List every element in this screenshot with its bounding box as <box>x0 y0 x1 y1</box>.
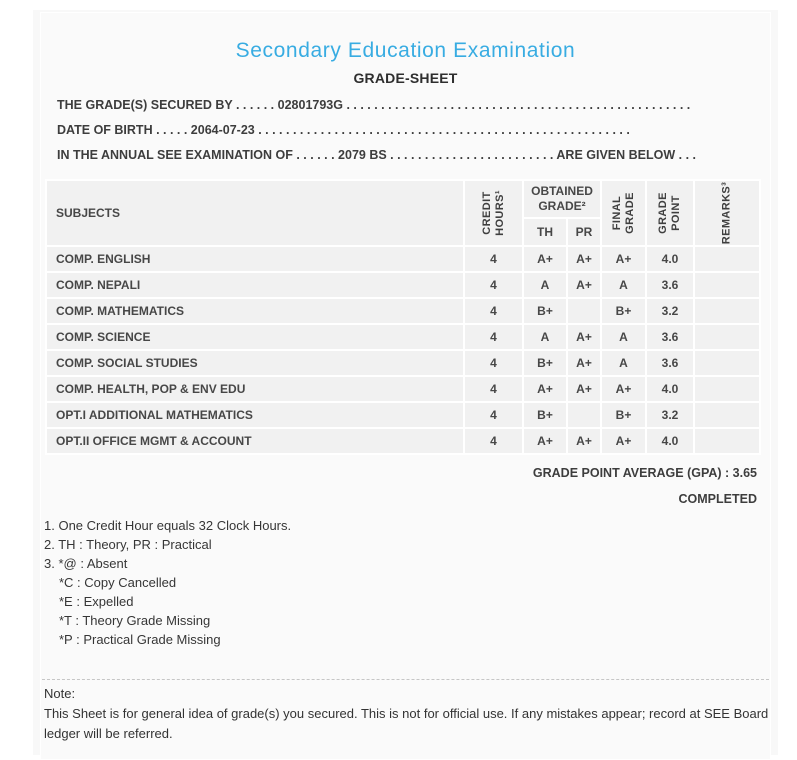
col-header-pr: PR <box>568 219 600 245</box>
credit-hours-cell: 4 <box>465 325 522 349</box>
grade-point-vertical-label: GRADE POINT <box>656 192 682 234</box>
credit-hours-cell: 4 <box>465 299 522 323</box>
table-row <box>47 273 759 297</box>
practical-grade-cell: A+ <box>568 429 600 453</box>
footnote-line: 3. *@ : Absent <box>44 556 128 571</box>
subject-cell: COMP. SCIENCE <box>47 325 463 349</box>
table-row <box>47 403 759 427</box>
credit-hours-cell: 4 <box>465 403 522 427</box>
remarks-vertical-label: REMARKS³ <box>720 181 733 245</box>
footnote-line: *P : Practical Grade Missing <box>59 632 221 647</box>
col-header-subjects: SUBJECTS <box>47 181 463 245</box>
subject-cell: COMP. SOCIAL STUDIES <box>47 351 463 375</box>
note-text-line: ledger will be referred. <box>44 725 173 741</box>
footnote-line: 1. One Credit Hour equals 32 Clock Hours. <box>44 518 292 533</box>
theory-grade-cell: B+ <box>524 299 566 323</box>
credit-hours-cell: 4 <box>465 429 522 453</box>
grade-point-cell: 4.0 <box>647 429 693 453</box>
subject-cell: OPT.I ADDITIONAL MATHEMATICS <box>47 403 463 427</box>
grade-point-cell: 3.6 <box>647 273 693 297</box>
subject-cell: COMP. NEPALI <box>47 273 463 297</box>
grade-table-header <box>47 181 759 245</box>
subject-cell: OPT.II OFFICE MGMT & ACCOUNT <box>47 429 463 453</box>
remarks-cell <box>695 429 759 453</box>
note-label: Note: <box>44 686 76 701</box>
table-row <box>47 325 759 349</box>
col-header-remarks <box>695 181 759 245</box>
final-grade-cell: B+ <box>602 403 645 427</box>
remarks-cell <box>695 273 759 297</box>
practical-grade-cell: A+ <box>568 377 600 401</box>
table-row <box>47 351 759 375</box>
sheet-subtitle: GRADE-SHEET <box>353 70 458 86</box>
table-row <box>47 377 759 401</box>
footnote-line: 2. TH : Theory, PR : Practical <box>44 537 212 552</box>
note-text-line: This Sheet is for general idea of grade(s) you secured. This is not for official use. If any mistakes appear; record at SEE Board <box>44 706 769 721</box>
table-row <box>47 299 759 323</box>
remarks-cell <box>695 299 759 323</box>
grade-point-cell: 3.6 <box>647 351 693 375</box>
subject-cell: COMP. ENGLISH <box>47 247 463 271</box>
final-grade-cell: A+ <box>602 429 645 453</box>
theory-grade-cell: A <box>524 273 566 297</box>
practical-grade-cell: A+ <box>568 351 600 375</box>
gpa-line: GRADE POINT AVERAGE (GPA) : 3.65 <box>532 466 757 480</box>
note-separator <box>42 679 769 680</box>
footnote-line: *E : Expelled <box>59 594 134 609</box>
theory-grade-cell: B+ <box>524 403 566 427</box>
info-line-symbol-number: THE GRADE(S) SECURED BY . . . . . . 02801793G . . . . . . . . . . . . . . . . . . . . . . . . . . . . . . . . . . . . . . . . . . . . . . . . . . <box>57 98 691 112</box>
table-row <box>47 247 759 271</box>
final-grade-cell: A+ <box>602 377 645 401</box>
credit-hours-cell: 4 <box>465 377 522 401</box>
col-header-grade-point <box>647 181 693 245</box>
final-grade-cell: A <box>602 273 645 297</box>
final-grade-cell: A+ <box>602 247 645 271</box>
theory-grade-cell: A <box>524 325 566 349</box>
footnote-line: *T : Theory Grade Missing <box>59 613 211 628</box>
info-line-exam-year: IN THE ANNUAL SEE EXAMINATION OF . . . . . . 2079 BS . . . . . . . . . . . . . . . . . . . . . . . . ARE GIVEN BELOW . . . <box>57 148 696 162</box>
status-completed: COMPLETED <box>678 492 757 506</box>
theory-grade-cell: A+ <box>524 429 566 453</box>
footnote-line: *C : Copy Cancelled <box>59 575 177 590</box>
practical-grade-cell <box>568 403 600 427</box>
practical-grade-cell: A+ <box>568 325 600 349</box>
footnotes <box>41 516 770 649</box>
remarks-cell <box>695 351 759 375</box>
grade-point-cell: 3.2 <box>647 299 693 323</box>
final-grade-vertical-label: FINAL GRADE <box>610 192 636 234</box>
credit-hours-cell: 4 <box>465 273 522 297</box>
col-header-th: TH <box>524 219 566 245</box>
grade-table <box>45 179 761 455</box>
remarks-cell <box>695 377 759 401</box>
note-text <box>41 704 770 743</box>
col-header-final-grade <box>602 181 645 245</box>
remarks-cell <box>695 247 759 271</box>
credit-hours-cell: 4 <box>465 247 522 271</box>
grade-point-cell: 4.0 <box>647 247 693 271</box>
remarks-cell <box>695 325 759 349</box>
sheet-panel <box>40 12 771 760</box>
info-line-date-of-birth: DATE OF BIRTH . . . . . 2064-07-23 . . . . . . . . . . . . . . . . . . . . . . . . . . . . . . . . . . . . . . . . . . . . . . . . . . . . . . <box>57 123 630 137</box>
candidate-info <box>41 93 770 168</box>
theory-grade-cell: A+ <box>524 247 566 271</box>
grade-table-body <box>47 247 759 453</box>
theory-grade-cell: B+ <box>524 351 566 375</box>
practical-grade-cell <box>568 299 600 323</box>
final-grade-cell: B+ <box>602 299 645 323</box>
final-grade-cell: A <box>602 351 645 375</box>
subject-cell: COMP. MATHEMATICS <box>47 299 463 323</box>
practical-grade-cell: A+ <box>568 247 600 271</box>
page-title: Secondary Education Examination <box>235 39 576 62</box>
final-grade-cell: A <box>602 325 645 349</box>
credit-hours-cell: 4 <box>465 351 522 375</box>
table-row <box>47 429 759 453</box>
practical-grade-cell: A+ <box>568 273 600 297</box>
subject-cell: COMP. HEALTH, POP & ENV EDU <box>47 377 463 401</box>
grade-point-cell: 3.6 <box>647 325 693 349</box>
sheet-container <box>33 10 778 755</box>
grade-point-cell: 3.2 <box>647 403 693 427</box>
col-header-credit-hours <box>465 181 522 245</box>
credit-hours-vertical-label: CREDIT HOURS¹ <box>480 190 506 236</box>
grade-point-cell: 4.0 <box>647 377 693 401</box>
col-header-obtained-grade: OBTAINED GRADE² <box>524 181 600 217</box>
remarks-cell <box>695 403 759 427</box>
theory-grade-cell: A+ <box>524 377 566 401</box>
